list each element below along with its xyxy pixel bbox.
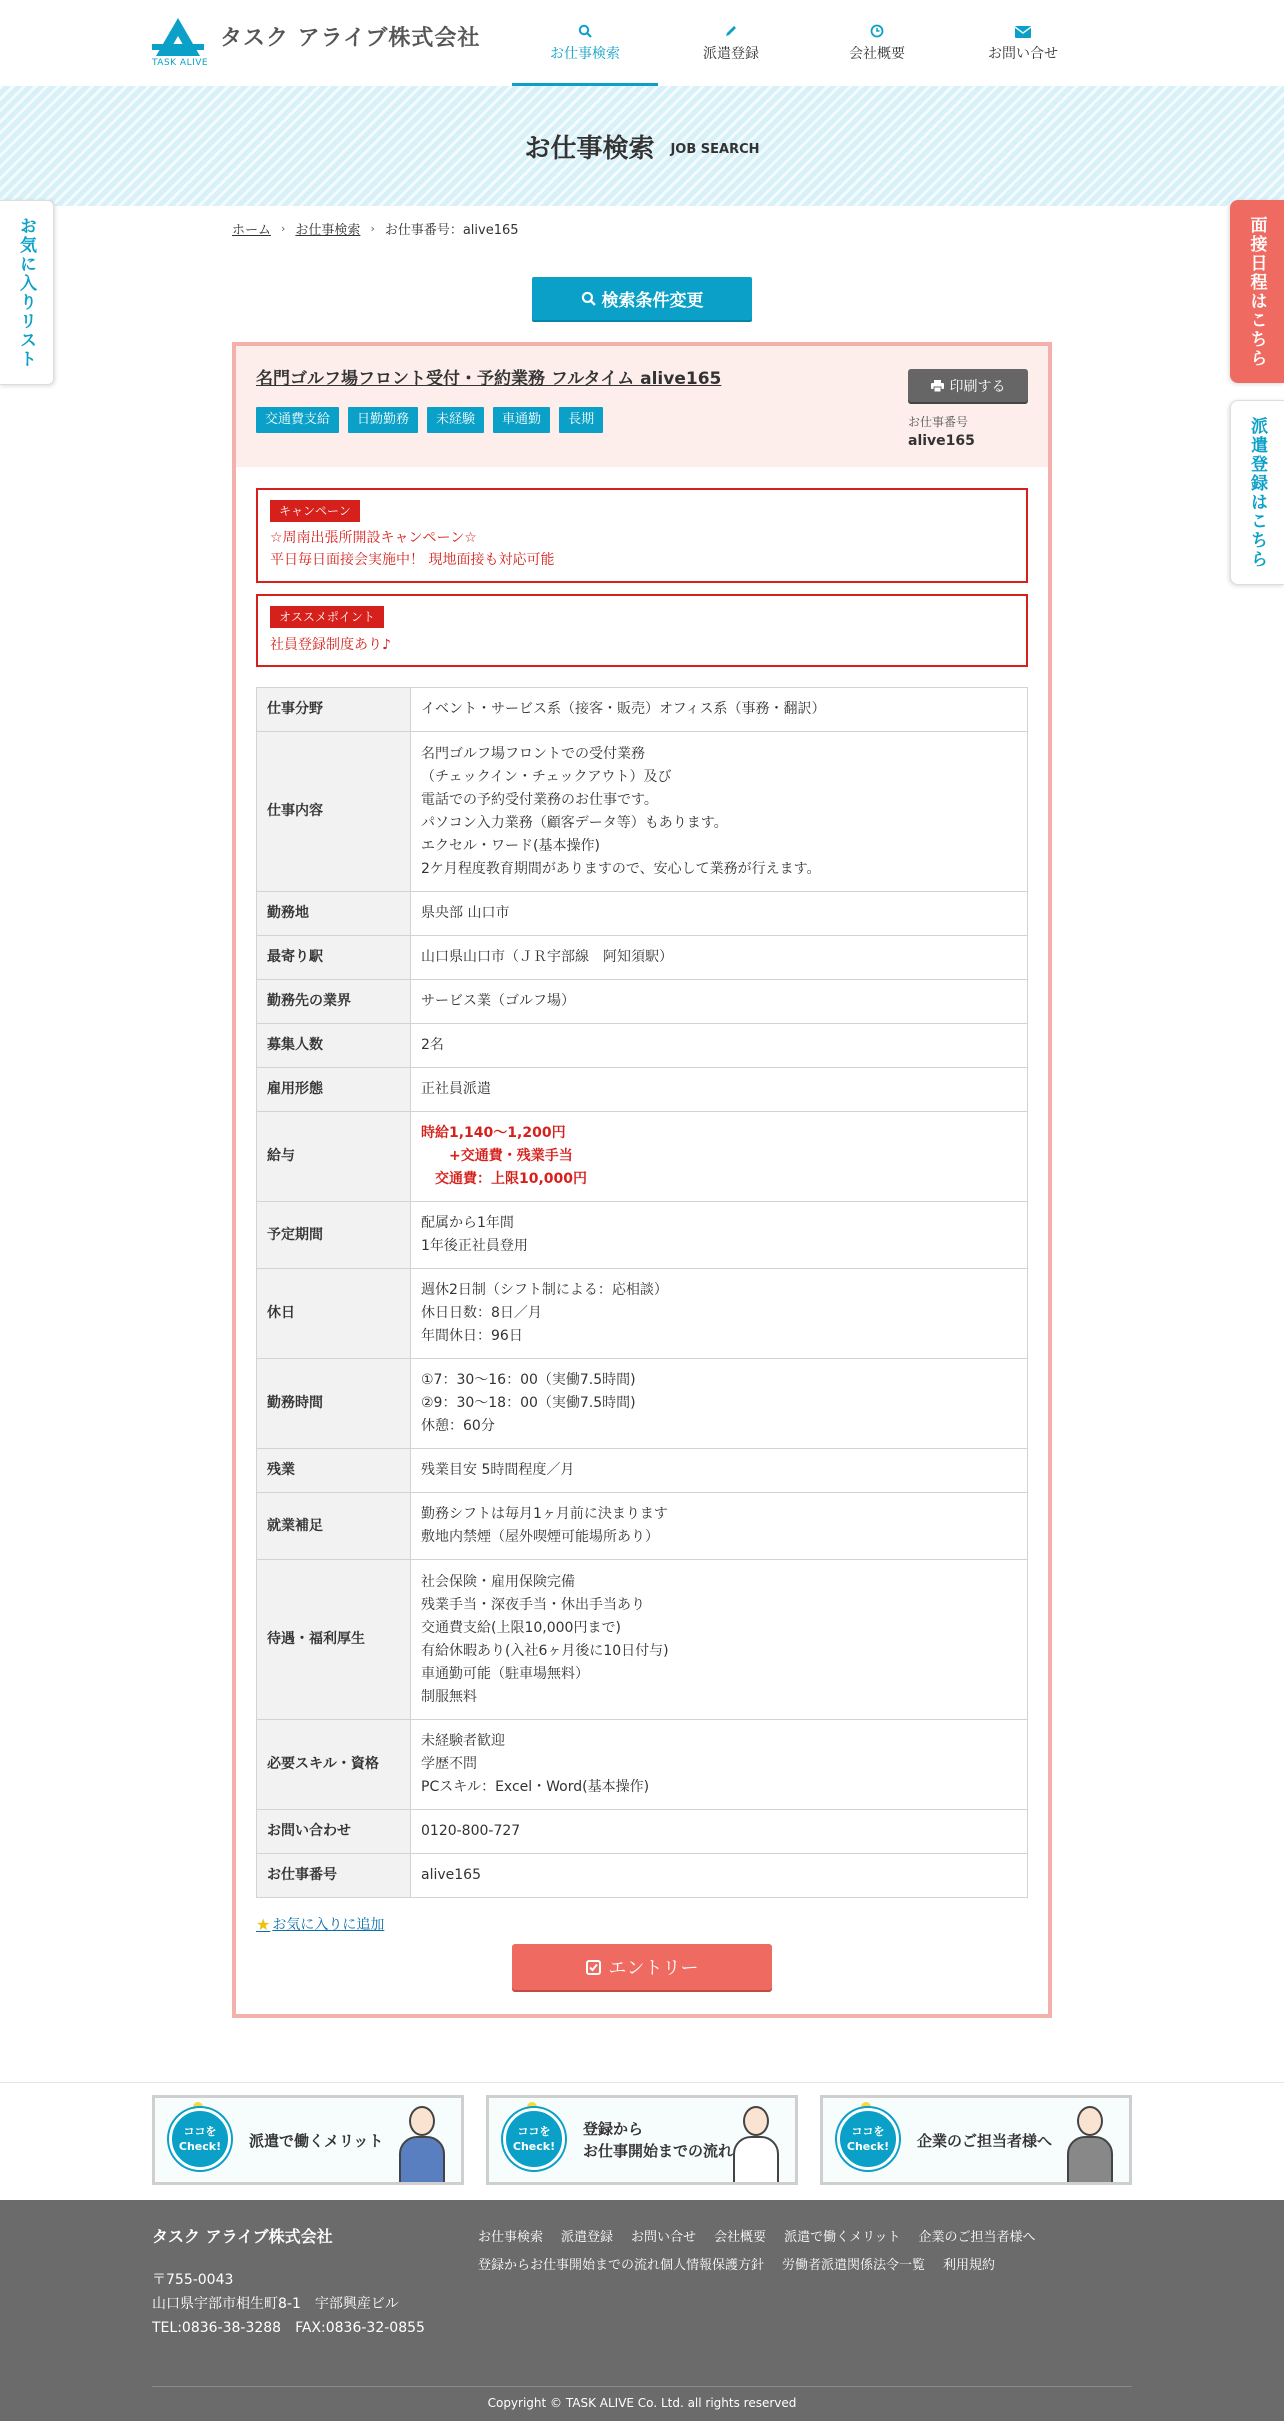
footer-address-line: TEL:0836-38-3288 FAX:0836-32-0855 — [152, 2320, 425, 2336]
site-logo[interactable] — [152, 18, 480, 68]
detail-value-line: 交通費支給(上限10,000円まで) — [421, 1619, 621, 1636]
pencil-icon — [724, 23, 738, 43]
recommend-box — [256, 594, 1028, 667]
footer-link[interactable]: 登録からお仕事開始までの流れ — [478, 2258, 661, 2273]
detail-row — [257, 732, 1028, 892]
check-badge — [169, 2108, 231, 2170]
detail-value — [411, 1810, 1028, 1854]
check-badge-line: ココを — [183, 2125, 217, 2138]
detail-value — [411, 1112, 1028, 1202]
job-title[interactable]: 名門ゴルフ場フロント受付・予約業務 フルタイム alive165 — [256, 369, 722, 389]
entry-label: エントリー — [608, 1958, 699, 1979]
job-tag: 日勤勤務 — [348, 407, 418, 433]
detail-row — [257, 936, 1028, 980]
add-favorite-label: お気に入りに追加 — [272, 1917, 385, 1933]
detail-value-line: 配属から1年間 — [421, 1215, 514, 1231]
footer-link[interactable]: 利用規約 — [943, 2258, 996, 2273]
recommend-line: 社員登録制度あり♪ — [270, 637, 391, 653]
footer-address — [152, 2268, 425, 2340]
detail-row — [257, 1810, 1028, 1854]
star-icon: ★ — [256, 1914, 271, 1934]
breadcrumb-current: お仕事番号：alive165 — [384, 223, 519, 238]
detail-label: 仕事分野 — [257, 688, 411, 732]
detail-value-line: 休日日数：8日／月 — [421, 1305, 542, 1321]
nav-label: 派遣登録 — [703, 46, 759, 62]
job-number-label: お仕事番号 — [908, 415, 969, 429]
detail-label: お仕事番号 — [257, 1854, 411, 1898]
detail-value-line: 名門ゴルフ場フロントでの受付業務 — [421, 745, 645, 762]
detail-value-line: 休憩：60分 — [421, 1418, 495, 1434]
detail-value-line: 0120-800-727 — [421, 1823, 521, 1839]
detail-value-line: 未経験者歓迎 — [421, 1733, 505, 1749]
detail-value-line: 社会保険・雇用保険完備 — [421, 1573, 575, 1590]
job-detail-card — [232, 342, 1052, 2018]
detail-label: 最寄り駅 — [257, 936, 411, 980]
job-number-value: alive165 — [908, 433, 975, 449]
detail-value-line: 山口県山口市（ＪＲ宇部線 阿知須駅） — [421, 949, 673, 965]
nav-label: 会社概要 — [849, 46, 905, 62]
detail-row — [257, 1202, 1028, 1269]
detail-value-line: 年間休日：96日 — [421, 1328, 523, 1344]
interview-tab-label: 面接日程はこちら — [1246, 215, 1267, 368]
detail-value — [411, 732, 1028, 892]
check-badge — [837, 2108, 899, 2170]
detail-row — [257, 1560, 1028, 1720]
footer-link[interactable]: 会社概要 — [714, 2230, 767, 2245]
detail-value-line: サービス業（ゴルフ場） — [421, 993, 575, 1009]
footer-link[interactable]: お問い合せ — [631, 2230, 697, 2245]
detail-value-line: 残業目安 5時間程度／月 — [421, 1462, 575, 1478]
detail-value-line: 有給休暇あり(入社6ヶ月後に10日付与) — [421, 1642, 669, 1659]
detail-row — [257, 1112, 1028, 1202]
detail-row — [257, 1449, 1028, 1493]
detail-value-line: 2名 — [421, 1037, 444, 1053]
detail-value — [411, 1024, 1028, 1068]
check-badge-line: ココを — [517, 2125, 551, 2138]
promo-merit[interactable] — [152, 2095, 464, 2185]
job-tag: 交通費支給 — [256, 407, 339, 433]
detail-label: 勤務時間 — [257, 1359, 411, 1449]
detail-value-line: イベント・サービス系（接客・販売）オフィス系（事務・翻訳） — [421, 701, 826, 717]
nav-label: お問い合せ — [988, 46, 1058, 62]
envelope-icon — [1015, 23, 1031, 43]
register-tab-label: 派遣登録はこちら — [1247, 416, 1267, 569]
register-tab[interactable] — [1230, 400, 1284, 585]
campaign-box — [256, 488, 1028, 583]
detail-label: 募集人数 — [257, 1024, 411, 1068]
breadcrumb-search[interactable]: お仕事検索 — [295, 223, 361, 238]
detail-value-line: エクセル・ワード(基本操作) — [421, 837, 600, 854]
logo-mark-icon — [152, 18, 216, 68]
page-title: お仕事検索 — [524, 133, 655, 164]
detail-row — [257, 1068, 1028, 1112]
detail-label: 就業補足 — [257, 1493, 411, 1560]
promo-banners — [0, 2082, 1284, 2200]
detail-label: 必要スキル・資格 — [257, 1720, 411, 1810]
logo-subtext: TASK ALIVE — [152, 58, 209, 68]
page-subtitle: JOB SEARCH — [670, 141, 760, 157]
detail-value-line: 正社員派遣 — [421, 1081, 491, 1097]
detail-value — [411, 1720, 1028, 1810]
detail-value-line: （チェックイン・チェックアウト）及び — [421, 768, 672, 785]
detail-value-line: 週休2日制（シフト制による：応相談） — [421, 1282, 668, 1298]
printer-icon — [931, 380, 944, 392]
breadcrumb — [232, 219, 519, 238]
detail-value-line: alive165 — [421, 1867, 481, 1883]
chevron-right-icon: › — [281, 222, 286, 235]
detail-label: 勤務地 — [257, 892, 411, 936]
change-search-label: 検索条件変更 — [601, 291, 704, 311]
campaign-badge: キャンペーン — [270, 500, 360, 522]
search-icon — [581, 291, 596, 306]
interview-schedule-tab[interactable] — [1230, 200, 1284, 383]
footer-address-line: 〒755-0043 — [152, 2272, 234, 2288]
detail-value — [411, 1449, 1028, 1493]
detail-value-line: PCスキル：Excel・Word(基本操作) — [421, 1779, 650, 1795]
detail-value-line: 敷地内禁煙（屋外喫煙可能場所あり） — [421, 1529, 659, 1545]
nav-label: お仕事検索 — [550, 46, 620, 62]
nav-contact[interactable] — [950, 0, 1096, 86]
footer-link[interactable]: 企業のご担当者様へ — [918, 2230, 1036, 2245]
nav-job-search[interactable] — [512, 0, 658, 86]
promo-label: 企業のご担当者様へ — [917, 2132, 1053, 2150]
detail-label: 残業 — [257, 1449, 411, 1493]
footer-links — [478, 2224, 1108, 2280]
footer-copyright: Copyright © TASK ALIVE Co. Ltd. all rights reserved — [487, 2396, 797, 2410]
job-tag: 未経験 — [427, 407, 484, 433]
recommend-badge: オススメポイント — [270, 606, 384, 628]
detail-value-line: 電話での予約受付業務のお仕事です。 — [421, 791, 658, 808]
detail-row — [257, 1024, 1028, 1068]
detail-value-line: 2ケ月程度教育期間がありますので、安心して業務が行えます。 — [421, 860, 821, 877]
footer-link[interactable]: 派遣登録 — [561, 2230, 614, 2245]
job-header — [236, 346, 1048, 467]
staff-illustration-icon — [397, 2102, 447, 2182]
detail-row — [257, 980, 1028, 1024]
footer-link[interactable]: お仕事検索 — [478, 2230, 544, 2245]
detail-value-line: ①7：30～16：00（実働7.5時間) — [421, 1372, 636, 1388]
detail-row — [257, 688, 1028, 732]
nav-company[interactable] — [804, 0, 950, 86]
check-badge-line: Check! — [512, 2140, 556, 2153]
detail-value-line: +交通費・残業手当 — [421, 1148, 573, 1164]
woman-illustration-icon — [731, 2102, 781, 2182]
detail-value-line: 車通勤可能（駐車場無料） — [421, 1665, 589, 1682]
detail-value-line: 県央部 山口市 — [421, 905, 510, 921]
detail-value-line: 制服無料 — [421, 1688, 477, 1705]
job-detail-table — [256, 687, 1028, 1898]
detail-value — [411, 1068, 1028, 1112]
detail-value — [411, 1269, 1028, 1359]
detail-value-line: 時給1,140～1,200円 — [421, 1125, 566, 1141]
job-tag: 車通勤 — [493, 407, 550, 433]
detail-value-line: 学歴不問 — [421, 1756, 477, 1772]
detail-row — [257, 892, 1028, 936]
detail-value — [411, 1854, 1028, 1898]
search-icon — [578, 23, 592, 43]
detail-value-line: ②9：30～18：00（実働7.5時間) — [421, 1395, 636, 1411]
chevron-right-icon: › — [370, 222, 375, 235]
detail-value-line: 交通費：上限10,000円 — [421, 1171, 588, 1187]
print-button[interactable] — [908, 369, 1028, 402]
campaign-line: ☆周南出張所開設キャンペーン☆ — [270, 530, 477, 546]
detail-value — [411, 936, 1028, 980]
detail-label: お問い合わせ — [257, 1810, 411, 1854]
breadcrumb-home[interactable]: ホーム — [232, 223, 272, 238]
detail-label: 待遇・福利厚生 — [257, 1560, 411, 1720]
detail-value — [411, 1359, 1028, 1449]
main-nav — [512, 0, 1096, 86]
detail-value-line: 残業手当・深夜手当・休出手当あり — [421, 1596, 645, 1613]
promo-business[interactable] — [820, 2095, 1132, 2185]
promo-label: 登録から — [583, 2120, 644, 2138]
nav-register[interactable] — [658, 0, 804, 86]
detail-value-line: パソコン入力業務（顧客データ等）もあります。 — [421, 814, 728, 831]
entry-button[interactable] — [512, 1944, 772, 1990]
detail-row — [257, 1359, 1028, 1449]
footer-link[interactable]: 労働者派遣関係法令一覧 — [782, 2258, 926, 2273]
detail-value-line: 勤務シフトは毎月1ヶ月前に決まります — [421, 1506, 668, 1522]
detail-label: 仕事内容 — [257, 732, 411, 892]
footer-divider — [152, 2386, 1132, 2387]
footer-link[interactable]: 派遣で働くメリット — [784, 2230, 901, 2245]
check-badge-line: Check! — [178, 2140, 222, 2153]
check-badge-line: Check! — [846, 2140, 890, 2153]
detail-row — [257, 1269, 1028, 1359]
check-badge-line: ココを — [851, 2125, 885, 2138]
promo-label: 派遣で働くメリット — [249, 2132, 384, 2150]
detail-label: 雇用形態 — [257, 1068, 411, 1112]
logo-text: タスク アライブ株式会社 — [220, 25, 481, 51]
detail-value — [411, 980, 1028, 1024]
detail-label: 休日 — [257, 1269, 411, 1359]
businessman-illustration-icon — [1065, 2102, 1115, 2182]
add-favorite-link[interactable] — [256, 1914, 384, 1934]
detail-value-line: 1年後正社員登用 — [421, 1238, 528, 1254]
promo-label: お仕事開始までの流れ — [583, 2142, 734, 2160]
site-header — [0, 0, 1284, 86]
check-badge — [503, 2108, 565, 2170]
page-banner — [0, 86, 1284, 206]
detail-label: 給与 — [257, 1112, 411, 1202]
detail-value — [411, 1202, 1028, 1269]
footer-address-line: 山口県宇部市相生町8-1 宇部興産ビル — [152, 2296, 399, 2312]
site-footer — [0, 2200, 1284, 2421]
change-search-button[interactable] — [532, 277, 752, 320]
footer-company: タスク アライブ株式会社 — [152, 2227, 333, 2246]
detail-row — [257, 1854, 1028, 1898]
detail-row — [257, 1720, 1028, 1810]
job-tag: 長期 — [559, 407, 603, 433]
clock-icon — [870, 23, 884, 43]
detail-value — [411, 688, 1028, 732]
footer-link[interactable]: 個人情報保護方針 — [660, 2258, 765, 2273]
campaign-line: 平日毎日面接会実施中！ 現地面接も対応可能 — [270, 552, 555, 568]
promo-flow[interactable] — [486, 2095, 798, 2185]
detail-value — [411, 1560, 1028, 1720]
print-label: 印刷する — [949, 378, 1006, 395]
detail-label: 勤務先の業界 — [257, 980, 411, 1024]
detail-value — [411, 1493, 1028, 1560]
checkbox-icon — [586, 1960, 601, 1975]
detail-value — [411, 892, 1028, 936]
detail-row — [257, 1493, 1028, 1560]
favorites-list-tab[interactable] — [0, 200, 54, 385]
detail-label: 予定期間 — [257, 1202, 411, 1269]
favorites-tab-label: お気に入りリスト — [16, 216, 36, 369]
